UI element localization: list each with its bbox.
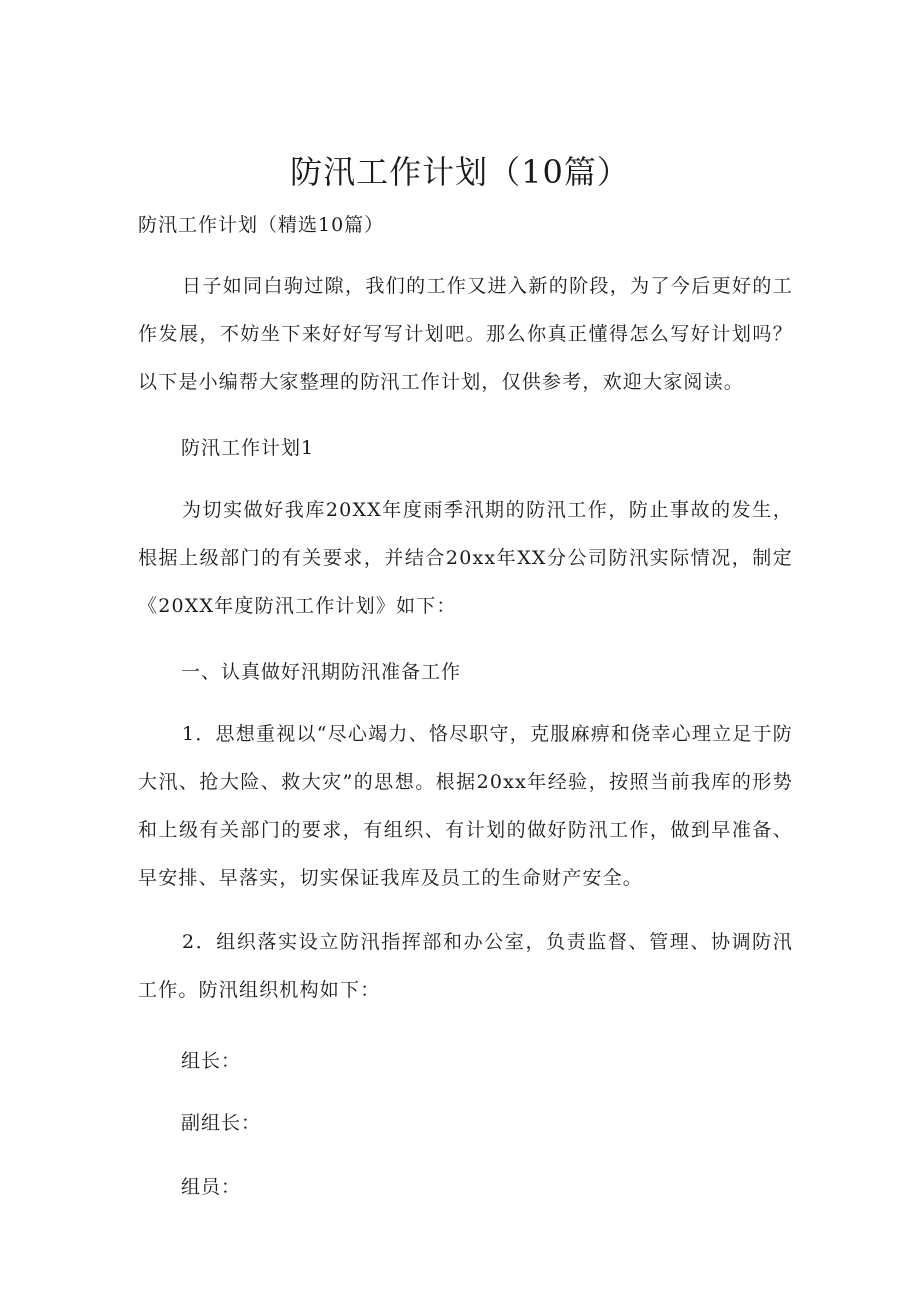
part-heading: 一、认真做好汛期防汛准备工作 bbox=[181, 661, 462, 683]
section-heading: 防汛工作计划1 bbox=[181, 437, 315, 459]
intro-paragraph: 日子如同白驹过隙，我们的工作又进入新的阶段，为了今后更好的工作发展，不妨坐下来好好写写计划吧。那么你真正懂得怎么写好计划吗？以下是小编帮大家整理的防汛工作计划，仅供参考，欢迎大家阅读。 bbox=[138, 275, 793, 393]
document-title: 防汛工作计划（10篇） bbox=[290, 153, 630, 191]
document-subtitle: 防汛工作计划（精选10篇） bbox=[138, 214, 385, 236]
deputy-leader-label: 副组长： bbox=[181, 1112, 262, 1134]
item-1-paragraph: 1．思想重视以“尽心竭力、恪尽职守，克服麻痹和侥幸心理立足于防大汛、抢大险、救大灾”的思想。根据20xx年经验，按照当前我库的形势和上级有关部门的要求，有组织、有计划的做好防汛工作，做到早准备、早安排、早落实，切实保证我库及员工的生命财产安全。 bbox=[138, 723, 793, 889]
leader-label: 组长： bbox=[181, 1050, 242, 1072]
members-label: 组员： bbox=[181, 1176, 242, 1198]
section-paragraph: 为切实做好我库20XX年度雨季汛期的防汛工作，防止事故的发生，根据上级部门的有关要求，并结合20xx年XX分公司防汛实际情况，制定《20XX年度防汛工作计划》如下： bbox=[138, 499, 793, 617]
item-2-paragraph: 2．组织落实设立防汛指挥部和办公室，负责监督、管理、协调防汛工作。防汛组织机构如下： bbox=[138, 931, 793, 1001]
